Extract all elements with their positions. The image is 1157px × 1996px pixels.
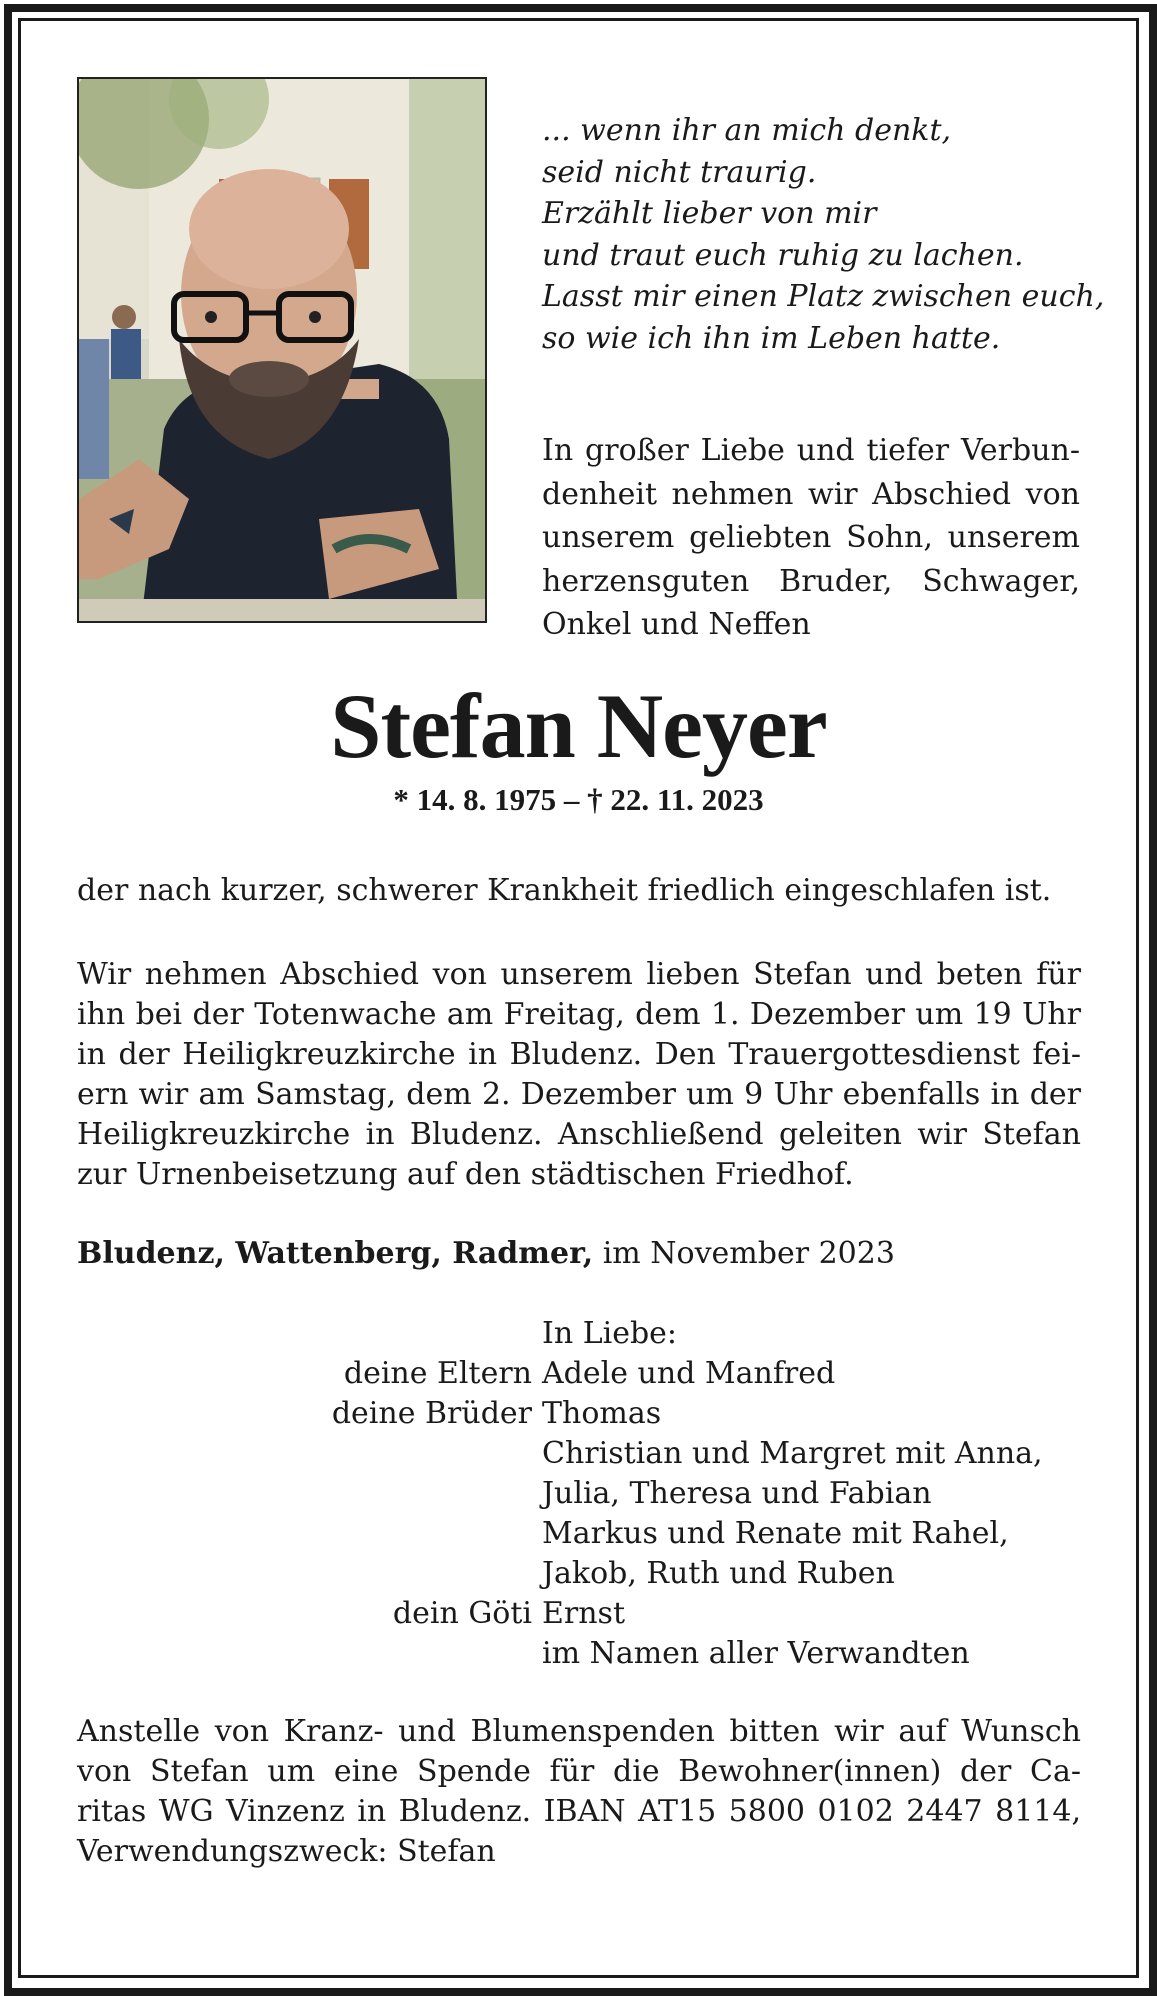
portrait-photo: [77, 77, 487, 623]
signature-names: Ernst: [542, 1596, 626, 1631]
signature-names: Markus und Renate mit Rahel,: [542, 1516, 1009, 1551]
intro-line: In großer Liebe und tiefer Verbun-: [542, 433, 1080, 468]
paragraph-line: in der Heiligkreuzkirche in Bludenz. Den Trauergottesdienst fei-: [77, 1037, 1081, 1072]
place-names: Bludenz, Wattenberg, Radmer,: [77, 1236, 594, 1271]
poem-line: ... wenn ihr an mich denkt,: [542, 113, 952, 148]
paragraph-passing: [77, 871, 1081, 911]
signatures: [0, 1314, 1157, 1674]
intro-text: [542, 429, 1080, 647]
signature-row: [0, 1514, 1157, 1554]
paragraph-line: Wir nehmen Abschied von unserem lieben Stefan und beten für: [77, 957, 1081, 992]
intro-line: denheit nehmen wir Abschied von: [542, 476, 1080, 512]
poem-line: seid nicht traurig.: [542, 154, 817, 190]
poem-line: Erzählt lieber von mir: [542, 196, 877, 231]
paragraph-line: ihn bei der Totenwache am Freitag, dem 1. Dezember um 19 Uhr: [77, 997, 1081, 1032]
portrait-illustration: [79, 79, 485, 621]
deceased-name: Stefan Neyer: [330, 675, 827, 777]
signature-relation: deine Brüder: [331, 1396, 532, 1431]
paragraph-line: der nach kurzer, schwerer Krankheit friedlich eingeschlafen ist.: [77, 873, 1052, 908]
intro-line: herzensguten Bruder, Schwager,: [542, 563, 1080, 599]
life-dates: * 14. 8. 1975 – † 22. 11. 2023: [393, 782, 764, 817]
signature-relation: deine Eltern: [343, 1356, 532, 1391]
signature-names: In Liebe:: [542, 1316, 678, 1351]
paragraph-line: Anstelle von Kranz- und Blumenspenden bitten wir auf Wunsch: [77, 1714, 1081, 1749]
intro-line: Onkel und Neffen: [542, 607, 811, 642]
intro-line: unserem geliebten Sohn, unserem: [542, 520, 1080, 555]
paragraph-ceremony: [77, 955, 1081, 1195]
paragraph-line: ritas WG Vinzenz in Bludenz. IBAN AT15 5800 0102 2447 8114,: [77, 1794, 1081, 1829]
signature-names: Christian und Margret mit Anna,: [542, 1436, 1043, 1471]
signature-names: Julia, Theresa und Fabian: [542, 1476, 932, 1511]
paragraph-donation: [77, 1712, 1081, 1872]
signature-names: Jakob, Ruth und Ruben: [542, 1556, 895, 1591]
signature-names: Thomas: [542, 1396, 662, 1431]
place-date-line: [77, 1234, 895, 1274]
paragraph-line: Heiligkreuzkirche in Bludenz. Anschließend geleiten wir Stefan: [77, 1117, 1081, 1152]
paragraph-line: ern wir am Samstag, dem 2. Dezember um 9 Uhr ebenfalls in der: [77, 1077, 1081, 1112]
paragraph-line: Verwendungszweck: Stefan: [77, 1834, 496, 1869]
signature-row: [0, 1634, 1157, 1674]
poem: [542, 110, 1105, 359]
poem-line: so wie ich ihn im Leben hatte.: [542, 320, 1001, 356]
paragraph-line: zur Urnenbeisetzung auf den städtischen Friedhof.: [77, 1157, 854, 1192]
signature-relation: dein Göti: [392, 1596, 532, 1631]
signature-row: [0, 1434, 1157, 1474]
signature-row: [0, 1354, 1157, 1394]
signature-row: [0, 1314, 1157, 1354]
paragraph-line: von Stefan um eine Spende für die Bewohner(innen) der Ca-: [77, 1754, 1081, 1789]
place-date: im November 2023: [593, 1236, 895, 1271]
poem-line: Lasst mir einen Platz zwischen euch,: [542, 279, 1105, 314]
signature-names: Adele und Manfred: [542, 1356, 836, 1391]
signature-row: [0, 1394, 1157, 1434]
signature-row: [0, 1474, 1157, 1514]
signature-row: [0, 1554, 1157, 1594]
signature-names: im Namen aller Verwandten: [542, 1636, 970, 1671]
signature-row: [0, 1594, 1157, 1634]
poem-line: und traut euch ruhig zu lachen.: [542, 237, 1024, 273]
